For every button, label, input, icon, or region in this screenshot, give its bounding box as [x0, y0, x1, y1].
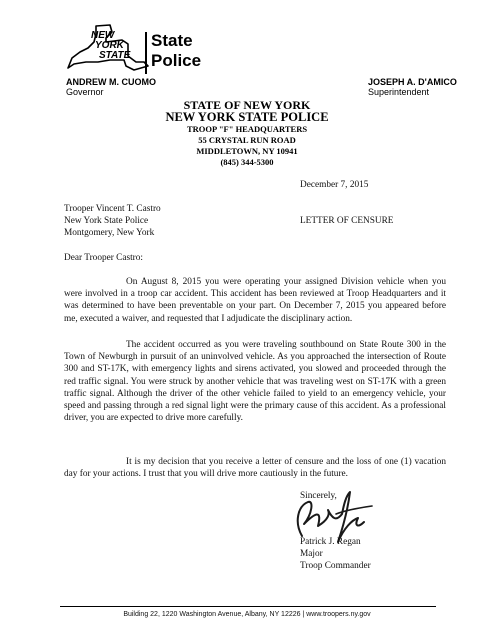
- header-city: MIDDLETOWN, NY 10941: [196, 146, 298, 156]
- letter-date: December 7, 2015: [300, 180, 369, 190]
- governor-name: ANDREW M. CUOMO: [66, 77, 156, 87]
- salutation: Dear Trooper Castro:: [64, 253, 144, 263]
- footer-address: Building 22, 1220 Washington Avenue, Albany, NY 12226 | www.troopers.ny.gov: [123, 611, 371, 618]
- signatory-rank: Major: [300, 549, 323, 559]
- recipient-name: Trooper Vincent T. Castro: [64, 204, 161, 214]
- body-paragraph-3: It is my decision that you receive a letter of censure and the loss of one (1) vacation day for your actions. I trust that you will drive more cautiously in the future.: [64, 457, 446, 480]
- footer-divider: [60, 606, 436, 607]
- body-paragraph-1: On August 8, 2015 you were operating your assigned Division vehicle when you were involved in a troop car accident. This accident has been reviewed at Troop Headquarters and it was determined to have been preventable on your part. On December 7, 2015 you appeared before me, executed a waiver, and requested that I adjudicate the disciplinary action.: [64, 277, 446, 324]
- superintendent-name: JOSEPH A. D'AMICO: [368, 77, 457, 87]
- valediction: Sincerely,: [300, 491, 337, 501]
- recipient-organization: New York State Police: [64, 216, 149, 226]
- logo-text-police: Police: [151, 51, 202, 70]
- body-paragraph-2: The accident occurred as you were traveling southbound on State Route 300 in the Town of Newburgh in pursuit of an uninvolved vehicle. As you approached the intersection of Route 300 and ST-17K, with emergency lights and sirens activated, you slowed and proceeded through the red traffic signal. You were struck by another vehicle that was traveling west on ST-17K with a green traffic signal. Although the driver of the other vehicle failed to yield to an emergency vehicle, your speed and passing through a red signal light were the primary cause of this accident. As a professional driver, you are expected to drive more carefully.: [64, 340, 446, 424]
- header-troop: TROOP "F" HEADQUARTERS: [186, 124, 308, 134]
- signatory-title: Troop Commander: [300, 561, 371, 571]
- recipient-location: Montgomery, New York: [64, 228, 155, 238]
- header-phone: (845) 344-5300: [220, 157, 274, 167]
- superintendent-title: Superintendent: [368, 87, 430, 97]
- logo-text-state-agency: State: [151, 31, 193, 50]
- letter-subject: LETTER OF CENSURE: [300, 216, 394, 226]
- signatory-name: Patrick J. Regan: [300, 537, 361, 547]
- header-agency: NEW YORK STATE POLICE: [165, 110, 329, 124]
- logo-text-new: NEW: [91, 30, 115, 41]
- header-street: 55 CRYSTAL RUN ROAD: [198, 135, 296, 145]
- header-state: STATE OF NEW YORK: [183, 98, 311, 112]
- logo-text-york: YORK: [95, 40, 124, 51]
- logo-divider: [145, 32, 147, 74]
- logo-text-state: STATE: [99, 50, 131, 61]
- governor-title: Governor: [66, 87, 104, 97]
